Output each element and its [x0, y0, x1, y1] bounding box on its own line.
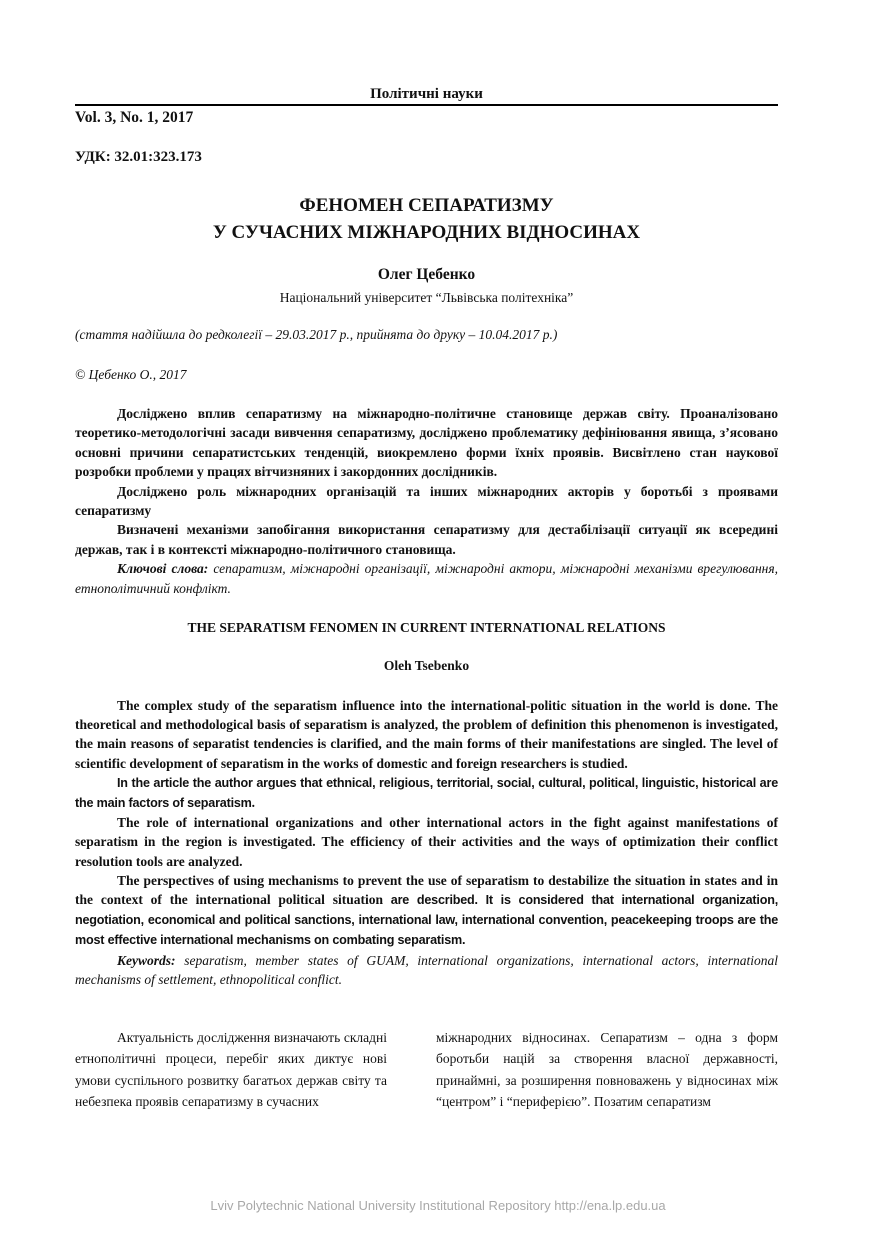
abstract-uk-paragraph: Визначені механізми запобігання використання сепаратизму для дестабілізації ситуації як всередині держав, так і в контексті міжнародно-політичного становища.: [75, 522, 778, 557]
author-affiliation: Національний університет “Львівська політехніка”: [279, 290, 574, 305]
abstract-en-paragraph: The complex study of the separatism influence into the international-politic situation in the world is done. The theoretical and methodological basis of separatism is analyzed, the problem of definition this phenomenon is investigated, the main reasons of separatist tendencies is clarified, and the main forms of their manifestations are singled. The level of scientific development of separatism in the works of domestic and foreign researchers is studied.: [75, 698, 778, 771]
abstract-en-text: The perspectives of using mechanisms to prevent the use of separatism to destabilize the situation in states and in the context of the international political situation: [75, 872, 778, 908]
abstract-uk-paragraph: Досліджено вплив сепаратизму на міжнародно-політичне становище держав світу. Проаналізовано теоретико-методологічні засади вивчення сепаратизму, досліджено проблематику дефініювання явища, з’ясовано основні причини сепаратистських тенденцій, виокремлено форми їхніх проявів. Висвітлено стан наукової розробки проблеми у працях вітчизняних і закордонних дослідників.: [75, 406, 778, 480]
copyright-notice: © Цебенко О., 2017: [75, 367, 187, 382]
abstract-en-highlight: are described. It is considered that international organization, negotiation, economical and political sanctions, international law, international convention, peacekeeping troops are the most effective international mechanisms on combating separatism.: [75, 893, 779, 948]
body-paragraph: міжнародних відносинах. Сепаратизм – одна з форм боротьби націй за створення власної державності, принаймні, за розширення повноважень у відносинах між “центром” і “периферією”. Позатим сепаратизм: [436, 1030, 778, 1109]
english-author: Oleh Tsebenko: [383, 658, 470, 673]
english-title: THE SEPARATISM FENOMEN IN CURRENT INTERNATIONAL RELATIONS: [187, 620, 666, 635]
keywords-uk-label: Ключові слова:: [117, 561, 209, 577]
author-name: Олег Цебенко: [377, 266, 476, 283]
keywords-en-list: separatism, member states of GUAM, international organizations, international actors, international mechanisms of settlement, ethnopolitical conflict.: [75, 952, 778, 987]
volume-info: Vol. 3, No. 1, 2017: [75, 109, 194, 126]
keywords-uk-list: сепаратизм, міжнародні організації, міжнародні актори, міжнародні механізми врегулювання, етнополітичний конфлікт.: [75, 561, 778, 596]
abstract-en-paragraph: The role of international organizations and other international actors in the fight against manifestations of separatism in the region is investigated. The efficiency of their activities and the ways of optimization their conflict resolution tools are analyzed.: [75, 815, 778, 869]
keywords-uk: [75, 559, 778, 598]
article-title-line-1: ФЕНОМЕН СЕПАРАТИЗМУ: [299, 195, 554, 216]
journal-section-title: Політичні науки: [370, 86, 483, 102]
keywords-en-label: Keywords:: [117, 952, 176, 968]
abstract-en-paragraph: [75, 773, 778, 813]
abstract-uk-paragraph: Досліджено роль міжнародних організацій та інших міжнародних акторів у боротьбі з проявами сепаратизму: [75, 483, 778, 519]
body-paragraph: Актуальність дослідження визначають складні етнополітичні процеси, перебіг яких диктує нові умови суспільного розвитку багатьох держав світу та небезпека проявів сепаратизму в сучасних: [75, 1030, 387, 1109]
header-rule: [75, 104, 778, 106]
abstract-en-paragraph: [75, 871, 778, 951]
abstract-english: [75, 696, 778, 989]
repository-footer: Lviv Polytechnic National University Institutional Repository http://ena.lp.edu.ua: [210, 1198, 666, 1213]
keywords-en: [75, 951, 778, 989]
submission-dates: (стаття надійшла до редколегії – 29.03.2017 р., прийнята до друку – 10.04.2017 р.): [75, 327, 558, 342]
abstract-en-highlight: In the article the author argues that ethnical, religious, territorial, social, cultural, political, linguistic, historical are the main factors of separatism: [75, 775, 778, 811]
udc-code: УДК: 32.01:323.173: [75, 149, 202, 165]
abstract-en-period: .: [251, 795, 256, 811]
article-title-line-2: У СУЧАСНИХ МІЖНАРОДНИХ ВІДНОСИНАХ: [212, 222, 641, 243]
body-column-left: [75, 1027, 387, 1112]
body-column-right: [436, 1027, 778, 1112]
abstract-ukrainian: [75, 404, 778, 598]
article-title: [75, 192, 778, 246]
